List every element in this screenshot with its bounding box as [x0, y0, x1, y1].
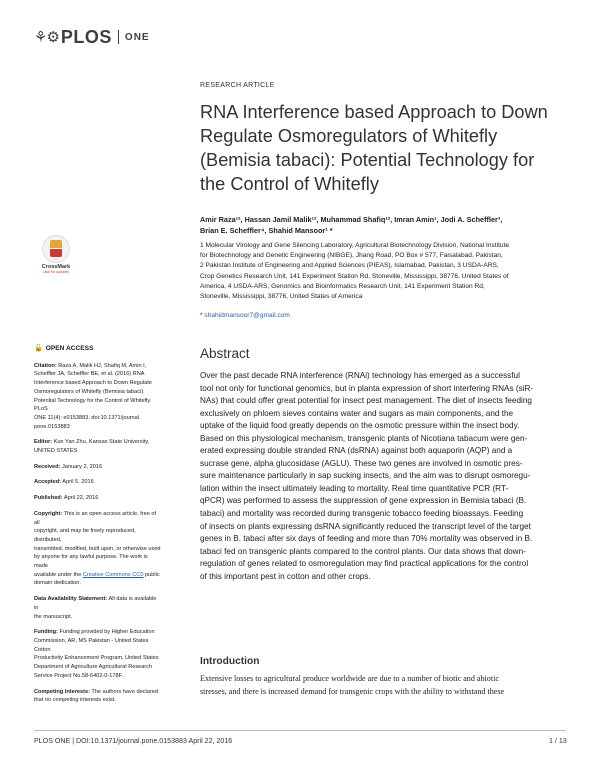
citation-line: Interference based Approach to Down Regulate [34, 380, 152, 387]
introduction-body [200, 672, 586, 698]
competing-interests-line: that no competing interests exist. [34, 697, 116, 704]
affiliation-line: Stoneville, Mississippi, 38776, United States of America [200, 293, 363, 301]
email-link[interactable]: shahidmansoor7@gmail.com [204, 312, 290, 319]
title-line: (Bemisia tabaci): Potential Technology for [200, 150, 535, 170]
cc0-license-link[interactable]: Creative Commons CC0 [82, 571, 144, 578]
abstract-line: tabaci) and mortality was recorded during transgenic tobacco feeding bioassays. Feeding [200, 509, 524, 519]
affiliations [200, 241, 580, 302]
abstract-line: uptake of the liquid food greatly depends on the osmotic pressure within the insect body. [200, 421, 520, 431]
open-access-badge [34, 345, 162, 354]
article-title [200, 100, 590, 196]
abstract-line: exclusively on phloem sieves contains water and sugars as main components, and the [200, 408, 514, 418]
title-line: RNA Interference based Approach to Down [200, 102, 548, 122]
footer-citation: PLOS ONE | DOI:10.1371/journal.pone.0153883 April 22, 2016 [34, 737, 233, 745]
introduction-heading: Introduction [200, 656, 260, 667]
page-number: 1 / 13 [549, 737, 567, 745]
abstract-body [200, 370, 586, 583]
abstract-line: regulation of genes related to osmoregulation may find practical applications for the control [200, 559, 529, 569]
corresponding-email[interactable] [200, 312, 290, 319]
abstract-line: tabaci fed on transgenic plants compared to the control plants. Our data shows that down- [200, 546, 526, 556]
title-line: Regulate Osmoregulators of Whitefly [200, 126, 498, 146]
abstract-heading: Abstract [200, 346, 250, 361]
data-availability-line: All data is available in [34, 596, 157, 611]
data-availability-line: the manuscript. [34, 613, 73, 620]
editor-block [34, 438, 162, 455]
copyright-line: domain dedication. [34, 580, 81, 587]
article-type: RESEARCH ARTICLE [200, 82, 275, 89]
copyright-after-link: public [143, 571, 160, 578]
citation-line: Scheffler JA, Scheffler BE, et al. (2016) RNA [34, 371, 145, 378]
data-availability-label: Data Availability Statement: [34, 596, 108, 603]
crossmark-icon-bottom [50, 249, 62, 257]
abstract-line: erated expressing double stranded RNA (dsRNA) against both aquaporin (AQP) and a [200, 446, 513, 456]
accepted-label: Accepted: [34, 479, 62, 486]
abstract-line: lation within the insect ultimately leading to mortality. Real time quantitative PCR (RT- [200, 483, 509, 493]
crossmark-label: CrossMark [41, 264, 71, 270]
affiliation-line: Crop Genetics Research Unit, 141 Experiment Station Rd, Stoneville, Mississippi, 38776, United States of [200, 272, 509, 280]
crossmark-badge[interactable] [34, 235, 78, 274]
funding-label: Funding: [34, 629, 58, 636]
published-label: Published: [34, 495, 63, 502]
funding-line: Department of Agriculture Agricultural Research [34, 664, 153, 671]
plos-logo-icon: ⚘⚙ [34, 28, 59, 46]
affiliation-line: 2 Pakistan Institute of Engineering and Applied Sciences (PIEAS), Islamabad, Pakistan, 3 USDA-ARS, [200, 262, 499, 270]
funding-line: Commission, AR, MS Pakistan - United States Cotton [34, 637, 149, 653]
funding-block [34, 628, 162, 680]
open-lock-icon: 🔓 [34, 345, 43, 352]
abstract-line: sure maintenance particularly in sap sucking insects, and the aim was to disrupt osmoregu- [200, 471, 531, 481]
competing-interests-line: The authors have declared [89, 688, 158, 695]
citation-line: pone.0153883 [34, 423, 70, 430]
competing-interests-label: Competing Interests: [34, 688, 90, 695]
open-access-label: OPEN ACCESS [45, 345, 94, 352]
author-line: Amir Raza¹², Hassan Jamil Malik¹², Muhammad Shafiq¹², Imran Amin¹, Jodi A. Scheffler³, [200, 215, 503, 224]
funding-line: Productivity Enhancement Program, United States [34, 655, 159, 662]
crossmark-icon [42, 235, 70, 263]
abstract-line: genes in B. tabaci after six days of feeding and more than 70% mortality was observed in B. [200, 534, 533, 544]
copyright-block [34, 510, 162, 588]
copyright-line: by anyone for any lawful purpose. The work is made [34, 554, 148, 570]
published-date: April 22, 2016 [63, 495, 99, 502]
received-label: Received: [34, 463, 61, 470]
affiliation-line: for Biotechnology and Genetic Engineering (NIBGE), Jhang Road, PO Box # 577, Faisalabad, Pakistan, [200, 252, 503, 260]
crossmark-icon-top [50, 240, 62, 248]
abstract-line: Over the past decade RNA interference (RNAi) technology has emerged as a successful [200, 371, 520, 380]
abstract-line: of this important pest in cotton and other crops. [200, 571, 371, 581]
received-date: January 2, 2016 [62, 463, 103, 470]
accepted-date: April 5, 2016 [62, 479, 94, 486]
citation-line: Raza A, Malik HJ, Shafiq M, Amin I, [58, 362, 147, 369]
affiliation-line: 1 Molecular Virology and Gene Silencing Laboratory, Agricultural Biotechnology Division, National Institute [200, 242, 510, 249]
asterisk-icon: * [200, 312, 205, 319]
logo-divider [118, 30, 119, 44]
introduction-line: Extensive losses to agricultural produce worldwide are due to a number of biotic and abiotic [200, 674, 499, 683]
competing-interests-block [34, 688, 162, 705]
published-block [34, 494, 162, 503]
accepted-block [34, 478, 162, 487]
introduction-line: stresses, and there is increased demand for transgenic crops with the ability to withstand these [200, 687, 505, 697]
affiliation-line: America, 4 USDA-ARS, Genomics and Bioinformatics Research Unit, 141 Experiment Station Rd, [200, 282, 485, 290]
footer-divider [34, 730, 566, 731]
received-block [34, 463, 162, 472]
citation-line: Potential Technology for the Control of Whitefly. PLoS [34, 397, 152, 413]
abstract-line: tool not only for functional genomics, but in planta expression of short interfering RNAs (siR- [200, 383, 534, 393]
author-list [200, 214, 585, 236]
plos-logo-text: PLOS [60, 26, 112, 47]
article-info-sidebar [34, 345, 162, 712]
abstract-line: of insects on plants expressing dsRNA significantly reduced the transcript level of the target [200, 521, 531, 531]
abstract-line: NAs) that could offer great potential for insect pest management. The diet of insects feeding [200, 396, 532, 406]
copyright-line: available under the [34, 571, 82, 578]
funding-line: Funding provided by Higher Education [57, 629, 155, 636]
copyright-line: This is an open access article, free of all [34, 510, 157, 526]
copyright-line: copyright, and may be freely reproduced, distributed, [34, 528, 136, 543]
editor-line: UNITED STATES [34, 448, 78, 455]
copyright-line: transmitted, modified, built upon, or otherwise used [34, 545, 161, 552]
abstract-line: sucrase gene, alpha glucosidase (AGLU). These two genes are involved in osmotic pres- [200, 458, 523, 468]
title-line: the Control of Whitefly [200, 174, 379, 194]
citation-label: Citation: [34, 362, 57, 369]
citation-line: ONE 11(4): e0153883. doi:10.1371/journal. [34, 414, 141, 421]
data-availability-block [34, 595, 162, 621]
citation-line: Osmoregulators of Whitefly (Bemisia tabaci): [34, 388, 145, 395]
citation-block [34, 362, 162, 432]
journal-name: ONE [124, 31, 150, 43]
author-line: Brian E. Scheffler⁴, Shahid Mansoor¹ * [200, 226, 333, 235]
funding-line: Service Project No.58-6402-0-178F. [34, 672, 123, 679]
editor-label: Editor: [34, 439, 53, 446]
abstract-line: qPCR) was performed to assess the suppression of gene expression in Bemisia tabaci (B. [200, 496, 527, 506]
crossmark-sublabel: click for updates [43, 270, 69, 274]
plos-one-logo[interactable] [34, 26, 150, 48]
abstract-line: Based on this physiological mechanism, transgenic plants of Nicotiana tabacum were gen- [200, 433, 528, 443]
editor-line: Kun Yan Zhu, Kansas State University, [53, 439, 150, 446]
copyright-label: Copyright: [34, 510, 63, 517]
